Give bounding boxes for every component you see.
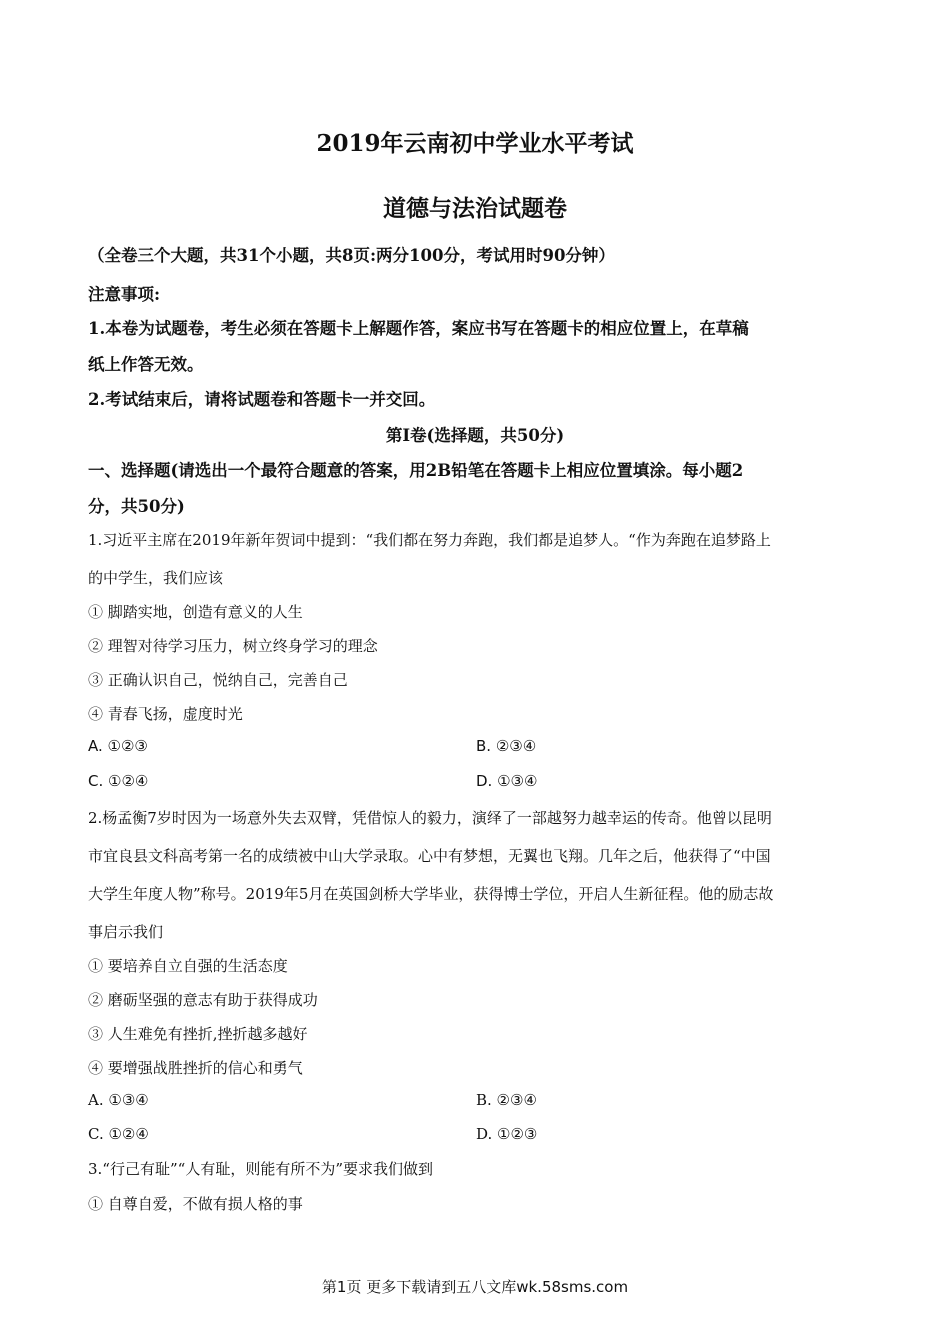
q1-option-1: ① 脚踏实地，创造有意义的人生: [88, 603, 303, 621]
q2-answer-d: D. ①②③: [476, 1125, 538, 1143]
q1-option-3: ③ 正确认识自己，悦纳自己，完善自己: [88, 671, 348, 689]
page-footer: 第1页 更多下载请到五八文库wk.58sms.com: [321, 1278, 629, 1296]
q1-answer-d: D. ①③④: [476, 772, 538, 790]
section-instruction-line2: 分，共50分): [88, 497, 185, 516]
part1-heading: 第Ⅰ卷(选择题，共50分): [385, 426, 565, 445]
note-1-line1: 1.本卷为试题卷，考生必须在答题卡上解题作答，案应书写在答题卡的相应位置上，在草稿: [88, 319, 749, 338]
q1-answer-b: B. ②③④: [476, 737, 537, 755]
q3-stem: 3.“行己有耻”“人有耻，则能有所不为”要求我们做到: [88, 1160, 433, 1178]
notes-heading: 注意事项:: [88, 285, 161, 304]
exam-title: 2019年云南初中学业水平考试: [316, 130, 634, 157]
section-instruction-line1: 一、选择题(请选出一个最符合题意的答案，用2B铅笔在答题卡上相应位置填涂。每小题2: [88, 461, 744, 480]
q2-option-2: ② 磨砺坚强的意志有助于获得成功: [88, 991, 318, 1009]
note-1-line2: 纸上作答无效。: [88, 355, 204, 374]
q2-option-4: ④ 要增强战胜挫折的信心和勇气: [88, 1059, 303, 1077]
q1-option-4: ④ 青春飞扬，虚度时光: [88, 705, 243, 723]
q2-answer-b: B. ②③④: [476, 1091, 537, 1109]
q2-stem-line1: 2.杨孟衡7岁时因为一场意外失去双臂，凭借惊人的毅力，演绎了一部越努力越幸运的传奇。他曾以昆明: [88, 809, 772, 827]
q2-answer-a: A. ①③④: [88, 1091, 149, 1109]
q2-stem-line3: 大学生年度人物”称号。2019年5月在英国剑桥大学毕业，获得博士学位，开启人生新征程。他的励志故: [88, 885, 774, 903]
q3-option-1: ① 自尊自爱，不做有损人格的事: [88, 1195, 303, 1213]
q1-stem-line2: 的中学生，我们应该: [88, 569, 224, 587]
q1-option-2: ② 理智对待学习压力，树立终身学习的理念: [88, 637, 378, 655]
exam-subtitle: 道德与法治试题卷: [383, 195, 567, 222]
q2-answer-c: C. ①②④: [88, 1125, 149, 1143]
q2-stem-line2: 市宜良县文科高考第一名的成绩被中山大学录取。心中有梦想，无翼也飞翔。几年之后，他获得了“中国: [88, 847, 771, 865]
note-2: 2.考试结束后，请将试题卷和答题卡一并交回。: [88, 390, 436, 409]
q1-stem-line1: 1.习近平主席在2019年新年贺词中提到：“我们都在努力奔跑，我们都是追梦人。“作为奔跑在追梦路上: [88, 531, 771, 549]
q1-answer-a: A. ①②③: [88, 737, 148, 755]
q2-option-1: ① 要培养自立自强的生活态度: [88, 957, 288, 975]
exam-info: （全卷三个大题，共31个小题，共8页:两分100分，考试用时90分钟）: [88, 246, 615, 265]
q2-option-3: ③ 人生难免有挫折,挫折越多越好: [88, 1025, 308, 1043]
q2-stem-line4: 事启示我们: [88, 923, 164, 941]
q1-answer-c: C. ①②④: [88, 772, 149, 790]
